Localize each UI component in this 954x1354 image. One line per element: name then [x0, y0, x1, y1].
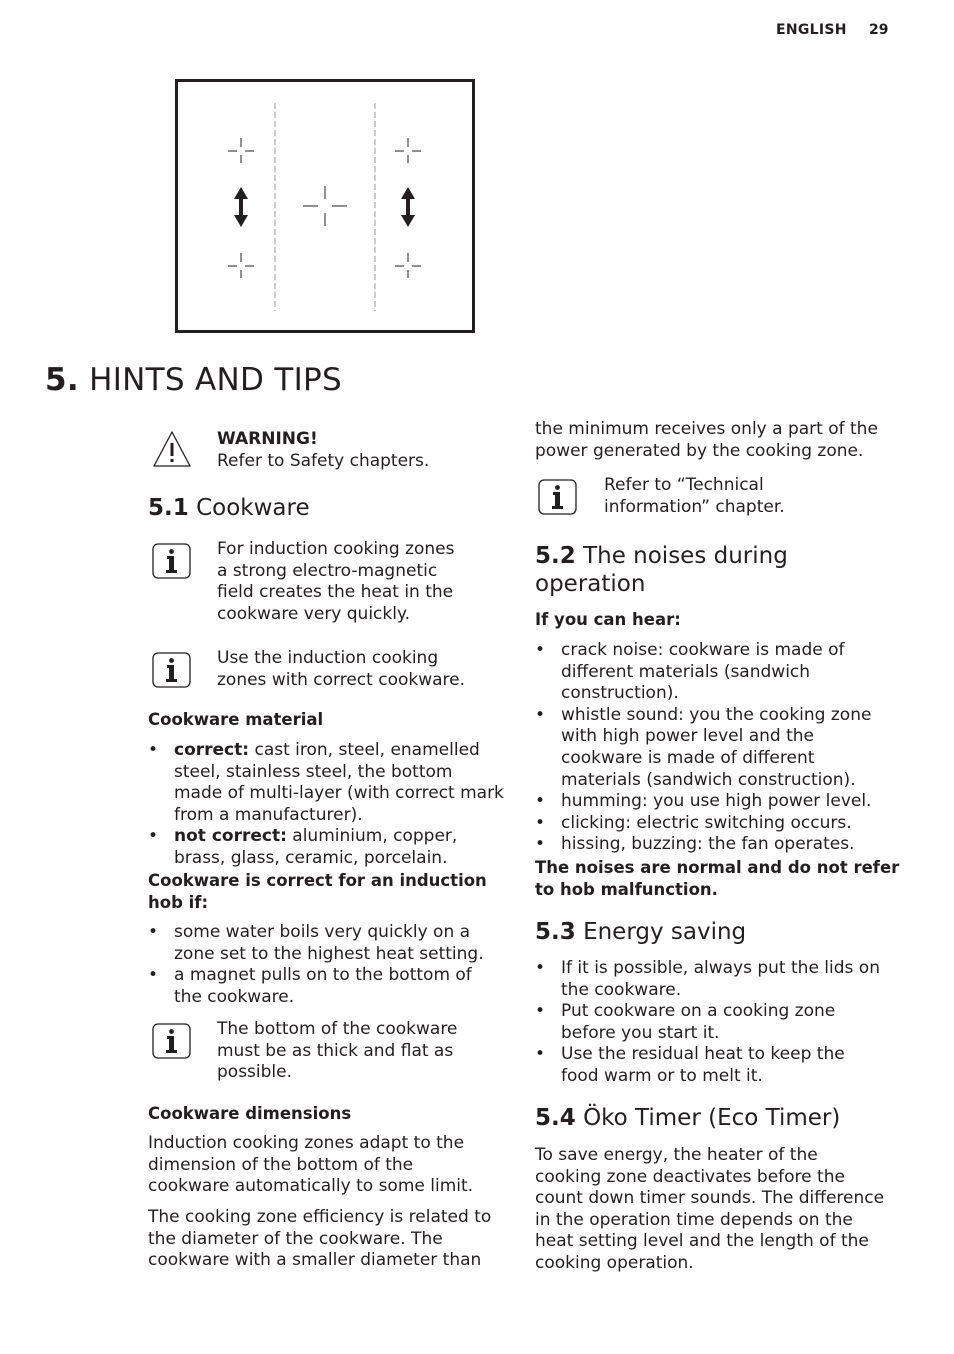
text-line: cooking operation. — [535, 1252, 694, 1273]
text-line: heat setting level and the length of the — [535, 1231, 869, 1252]
warning-icon — [152, 430, 192, 468]
text-line: to hob malfunction. — [535, 879, 718, 899]
list-item — [148, 922, 508, 965]
text-line: For induction cooking zones — [217, 539, 455, 559]
info-icon — [152, 652, 191, 688]
text-line: Cookware is correct for an induction — [148, 871, 487, 890]
text-line: must be as thick and flat as — [217, 1040, 454, 1061]
text-line: in the operation time depends on the — [535, 1209, 853, 1230]
list-item — [535, 705, 895, 791]
dimensions-paragraph-1 — [148, 1133, 473, 1198]
text-line: zone set to the highest heat setting. — [174, 943, 484, 964]
text-line: cookware very quickly. — [217, 603, 411, 624]
text-line: • Use the residual heat to keep the — [561, 1044, 845, 1065]
text-line: with high power level and the — [561, 726, 814, 747]
section-title: The noises during — [583, 543, 788, 569]
item-label: correct: — [174, 740, 250, 760]
page-number: 29 — [869, 22, 889, 38]
text-line: • crack noise: cookware is made of — [561, 640, 845, 660]
section-5-2-heading — [535, 542, 788, 598]
info-paragraph-correct-cookware — [217, 648, 465, 691]
text-line: cookware is made of different — [561, 747, 815, 768]
chapter-title — [45, 362, 342, 398]
list-item — [535, 813, 895, 835]
noises-list — [535, 640, 895, 856]
text-line: the cookware. — [561, 979, 682, 1000]
section-number: 5.1 — [148, 495, 189, 521]
list-item — [148, 965, 508, 1008]
text-line: • clicking: electric switching occurs. — [561, 812, 852, 833]
list-item — [148, 740, 508, 826]
section-title: Energy saving — [583, 919, 747, 945]
noises-note — [535, 857, 899, 900]
text-line: made of multi-layer (with correct mark — [174, 783, 504, 804]
section-number: 5.4 — [535, 1105, 576, 1131]
text-line: field creates the heat in the — [217, 582, 454, 603]
info-paragraph-technical — [604, 475, 785, 518]
double-arrow-right-icon — [401, 187, 415, 227]
cookware-correct-heading — [148, 870, 487, 913]
energy-saving-list — [535, 958, 895, 1088]
list-item — [148, 826, 508, 869]
text-line: The bottom of the cookware — [217, 1019, 458, 1039]
section-title-continued: operation — [535, 571, 646, 597]
cookware-dimensions-heading: Cookware dimensions — [148, 1104, 352, 1123]
text-line: steel, stainless steel, the bottom — [174, 761, 453, 782]
section-number: 5.3 — [535, 919, 576, 945]
text-line: aluminium, copper, — [286, 826, 458, 847]
text-line: the minimum receives only a part of the — [535, 419, 878, 439]
text-line: information” chapter. — [604, 496, 785, 517]
text-line: Refer to “Technical — [604, 475, 764, 495]
list-item — [535, 958, 895, 1001]
text-line: cookware with a smaller diameter than — [148, 1250, 482, 1271]
header-language: ENGLISH — [776, 22, 847, 38]
chapter-title-text: HINTS AND TIPS — [89, 362, 342, 398]
text-line: • Put cookware on a cooking zone — [561, 1001, 836, 1022]
cross-mark-bottom-right — [395, 253, 421, 278]
list-item — [535, 640, 895, 705]
text-line: zones with correct cookware. — [217, 669, 466, 690]
text-line: before you start it. — [561, 1022, 720, 1043]
list-item — [535, 1001, 895, 1044]
section-number: 5.2 — [535, 543, 576, 569]
text-line: materials (sandwich construction). — [561, 769, 856, 790]
text-line: dimension of the bottom of the — [148, 1154, 414, 1175]
text-line: • whistle sound: you the cooking zone — [561, 704, 872, 725]
chapter-number: 5. — [45, 362, 79, 398]
section-5-4-heading — [535, 1104, 840, 1132]
section-5-1-heading — [148, 494, 310, 522]
list-item — [535, 1044, 895, 1087]
text-line: • humming: you use high power level. — [561, 791, 872, 812]
dimensions-paragraph-2 — [148, 1207, 491, 1272]
text-line: cast iron, steel, enamelled — [249, 740, 480, 760]
cross-mark-top-left — [228, 138, 254, 163]
list-item — [535, 834, 895, 856]
text-line: count down timer sounds. The difference — [535, 1188, 885, 1209]
text-line: cooking zone deactivates before the — [535, 1166, 845, 1187]
if-you-can-hear-heading: If you can hear: — [535, 610, 681, 629]
text-line: • a magnet pulls on to the bottom of — [174, 965, 472, 986]
text-line: from a manufacturer). — [174, 804, 363, 825]
text-line: cookware automatically to some limit. — [148, 1176, 474, 1197]
info-paragraph-cookware-bottom — [217, 1019, 457, 1084]
cross-mark-top-right — [395, 138, 421, 163]
double-arrow-left-icon — [234, 187, 248, 227]
list-item — [535, 791, 895, 813]
warning-text: Refer to Safety chapters. — [217, 451, 430, 471]
cross-mark-bottom-left — [228, 253, 254, 278]
info-icon — [538, 479, 577, 515]
warning-title: WARNING! — [217, 429, 318, 449]
text-line: different materials (sandwich — [561, 661, 811, 682]
text-line: food warm or to melt it. — [561, 1065, 763, 1086]
eco-timer-paragraph — [535, 1145, 884, 1275]
text-line: The noises are normal and do not refer — [535, 858, 900, 877]
text-line: a strong electro-magnetic — [217, 560, 438, 581]
text-line: possible. — [217, 1062, 293, 1083]
section-title: Cookware — [196, 495, 310, 521]
continuation-paragraph — [535, 419, 878, 462]
text-line: the diameter of the cookware. The — [148, 1228, 443, 1249]
cookware-material-heading: Cookware material — [148, 710, 324, 729]
info-paragraph-induction — [217, 539, 454, 625]
info-icon — [152, 543, 191, 579]
section-5-3-heading — [535, 918, 746, 946]
item-label: not correct: — [174, 826, 287, 847]
text-line: power generated by the cooking zone. — [535, 440, 864, 461]
cookware-correct-list — [148, 922, 508, 1008]
text-line: Use the induction cooking — [217, 648, 439, 668]
cookware-material-list — [148, 740, 508, 870]
text-line: hob if: — [148, 892, 209, 912]
text-line: • some water boils very quickly on a — [174, 922, 471, 942]
text-line: • If it is possible, always put the lids on — [561, 958, 880, 978]
text-line: construction). — [561, 683, 679, 704]
text-line: Induction cooking zones adapt to the — [148, 1133, 465, 1153]
hob-diagram — [175, 79, 475, 333]
text-line: To save energy, the heater of the — [535, 1145, 818, 1165]
info-icon — [152, 1023, 191, 1059]
text-line: • hissing, buzzing: the fan operates. — [561, 834, 855, 855]
text-line: the cookware. — [174, 986, 295, 1007]
text-line: The cooking zone efficiency is related to — [148, 1207, 492, 1227]
section-title: Öko Timer (Eco Timer) — [583, 1105, 841, 1131]
text-line: brass, glass, ceramic, porcelain. — [174, 847, 448, 868]
cross-mark-center — [303, 186, 347, 226]
